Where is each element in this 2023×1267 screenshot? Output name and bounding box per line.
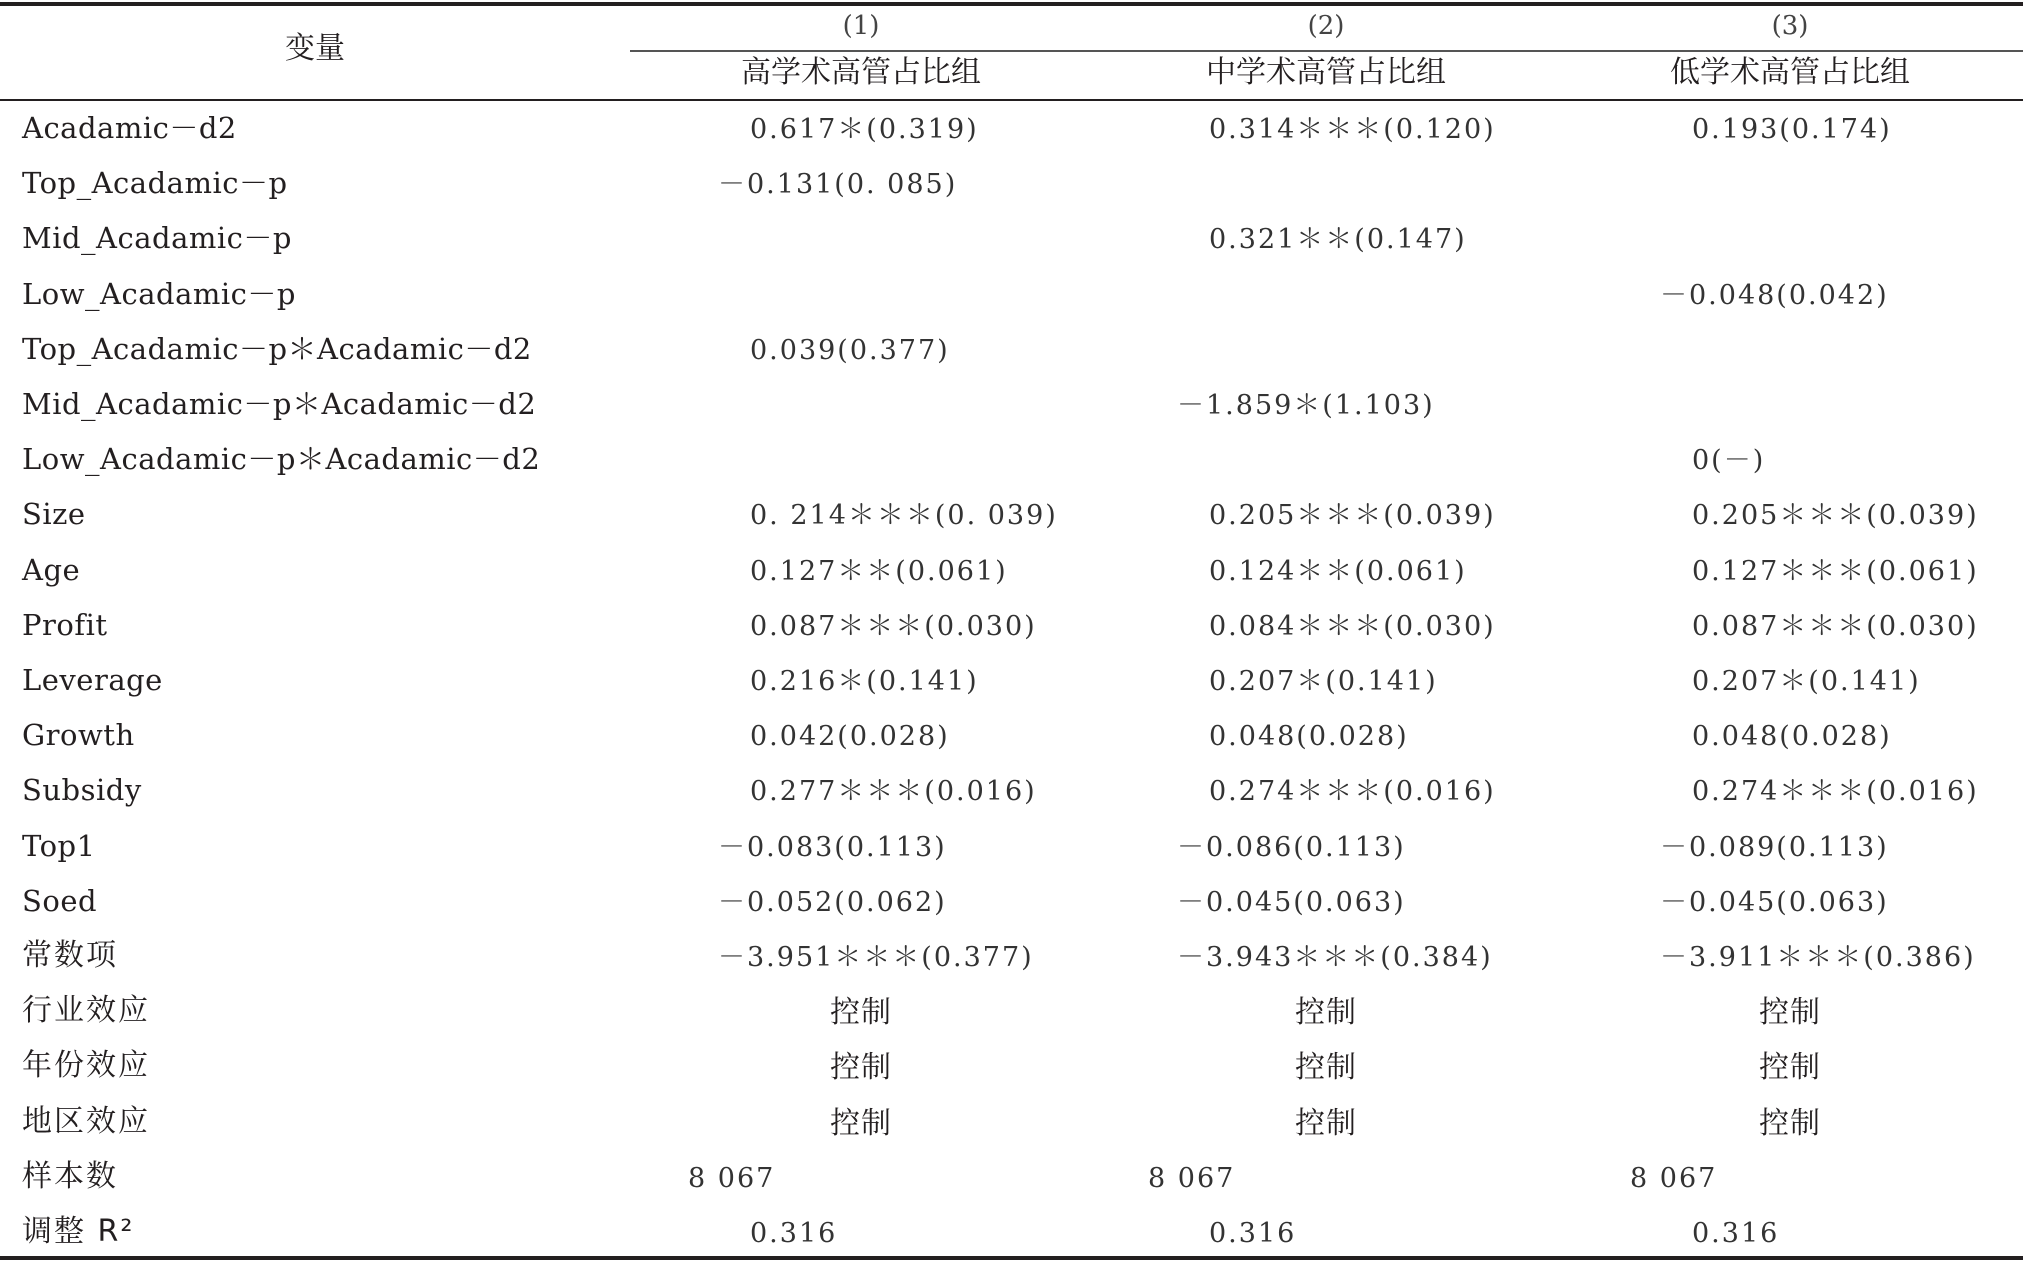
cell-col1: 0.617＊(0.319)	[750, 114, 979, 145]
cell-col1: 0.316	[750, 1218, 838, 1249]
cell-col3: －0.045(0.063)	[1660, 886, 1889, 918]
row-label: 年份效应	[22, 1048, 150, 1084]
row-label: Low_Acadamic－p	[22, 276, 296, 311]
cell-col3: 8 067	[1630, 1162, 1718, 1194]
cell-col3: 0.193(0.174)	[1692, 114, 1892, 145]
cell-col1: 控制	[830, 995, 892, 1031]
row-label: 行业效应	[22, 993, 150, 1029]
variable-header: 变量	[285, 31, 345, 66]
cell-col1: 0. 214＊＊＊(0. 039)	[750, 500, 1058, 532]
cell-col1: 控制	[830, 1050, 892, 1086]
table-row	[0, 770, 2023, 825]
row-label: Profit	[22, 607, 108, 642]
cell-col1: 0.042(0.028)	[750, 721, 950, 753]
cell-col1: 0.127＊＊(0.061)	[750, 555, 1008, 587]
column-group-3: 低学术高管占比组	[1670, 55, 1910, 90]
cell-col3: 0(－)	[1692, 445, 1766, 477]
cell-col3: 0.127＊＊＊(0.061)	[1692, 555, 1979, 587]
table-row	[0, 715, 2023, 770]
row-label: 样本数	[22, 1158, 118, 1194]
cell-col2: －0.045(0.063)	[1177, 886, 1406, 918]
cell-col3: 0.207＊(0.141)	[1692, 666, 1921, 697]
row-label: Top_Acadamic－p＊Acadamic－d2	[22, 331, 532, 366]
row-label: Age	[22, 552, 81, 587]
row-label: Mid_Acadamic－p＊Acadamic－d2	[22, 387, 537, 421]
cell-col2: 0.048(0.028)	[1209, 721, 1409, 753]
cell-col2: －0.086(0.113)	[1177, 831, 1406, 863]
header-rule	[0, 99, 2023, 101]
cell-col1: －0.131(0. 085)	[718, 169, 958, 201]
table-row	[0, 550, 2023, 605]
cell-col1: 8 067	[688, 1162, 776, 1194]
cell-col2: 0.316	[1209, 1218, 1297, 1249]
cell-col3: 0.274＊＊＊(0.016)	[1692, 776, 1979, 808]
table-row	[0, 108, 2023, 163]
cell-col3: 控制	[1759, 995, 1821, 1031]
cell-col2: 0.084＊＊＊(0.030)	[1209, 610, 1496, 642]
row-label: Top_Acadamic－p	[22, 166, 288, 201]
row-label: 常数项	[22, 938, 118, 973]
cell-col3: －0.089(0.113)	[1660, 831, 1889, 863]
row-label: Mid_Acadamic－p	[22, 221, 292, 256]
row-label: Low_Acadamic－p＊Acadamic－d2	[22, 442, 541, 477]
row-label: Soed	[22, 883, 98, 918]
cell-col3: 0.205＊＊＊(0.039)	[1692, 500, 1979, 532]
cell-col1: 0.216＊(0.141)	[750, 666, 979, 697]
row-label: Leverage	[22, 663, 163, 697]
cell-col2: 0.205＊＊＊(0.039)	[1209, 500, 1496, 532]
cell-col2: 8 067	[1148, 1162, 1236, 1194]
table-row	[0, 274, 2023, 329]
cell-col2: 0.274＊＊＊(0.016)	[1209, 776, 1496, 808]
cell-col2: 0.314＊＊＊(0.120)	[1209, 114, 1496, 145]
cell-col1: －0.083(0.113)	[718, 831, 947, 863]
cell-col2: －1.859＊(1.103)	[1177, 390, 1435, 421]
cell-col2: －3.943＊＊＊(0.384)	[1177, 942, 1493, 973]
table-row	[0, 439, 2023, 494]
row-label: 调整 R²	[22, 1214, 135, 1249]
cell-col1: －3.951＊＊＊(0.377)	[718, 942, 1034, 973]
cell-col2: 0.124＊＊(0.061)	[1209, 555, 1467, 587]
row-label: Size	[22, 497, 86, 532]
row-label: Subsidy	[22, 773, 142, 808]
table-row	[0, 826, 2023, 881]
row-label: Acadamic－d2	[22, 111, 237, 145]
cell-col3: 控制	[1759, 1050, 1821, 1086]
table-row	[0, 1102, 2023, 1157]
cell-col2: 0.207＊(0.141)	[1209, 666, 1438, 697]
row-label: 地区效应	[22, 1103, 150, 1139]
top-rule	[0, 2, 2023, 6]
row-label: Top1	[22, 828, 96, 863]
cell-col3: 0.316	[1692, 1218, 1780, 1249]
column-group-1: 高学术高管占比组	[741, 55, 981, 90]
cell-col3: 0.048(0.028)	[1692, 721, 1892, 753]
cell-col3: 控制	[1759, 1105, 1821, 1141]
table-row	[0, 329, 2023, 384]
column-number-2: (2)	[1307, 11, 1345, 41]
table-row	[0, 1157, 2023, 1212]
cell-col3: 0.087＊＊＊(0.030)	[1692, 610, 1979, 642]
cell-col2: 控制	[1295, 1050, 1357, 1086]
cell-col1: 0.039(0.377)	[750, 334, 950, 366]
table-row	[0, 936, 2023, 991]
table-row	[0, 1046, 2023, 1101]
column-group-2: 中学术高管占比组	[1206, 55, 1446, 90]
cell-col2: 0.321＊＊(0.147)	[1209, 224, 1467, 256]
cell-col2: 控制	[1295, 1105, 1357, 1141]
table-row	[0, 163, 2023, 218]
row-label: Growth	[22, 718, 135, 753]
table-row	[0, 384, 2023, 439]
table-row	[0, 605, 2023, 660]
cell-col1: 0.277＊＊＊(0.016)	[750, 776, 1037, 808]
cell-col2: 控制	[1295, 995, 1357, 1031]
table-row	[0, 218, 2023, 273]
table-row	[0, 991, 2023, 1046]
table-row	[0, 660, 2023, 715]
cell-col3: －0.048(0.042)	[1660, 279, 1889, 311]
cell-col1: 控制	[830, 1105, 892, 1141]
cell-col3: －3.911＊＊＊(0.386)	[1660, 942, 1976, 973]
header-sub-rule	[630, 50, 2023, 52]
column-number-3: (3)	[1771, 11, 1809, 41]
table-row	[0, 494, 2023, 549]
table-row	[0, 881, 2023, 936]
cell-col1: 0.087＊＊＊(0.030)	[750, 610, 1037, 642]
table-row	[0, 1212, 2023, 1267]
column-number-1: (1)	[842, 11, 880, 41]
cell-col1: －0.052(0.062)	[718, 886, 947, 918]
